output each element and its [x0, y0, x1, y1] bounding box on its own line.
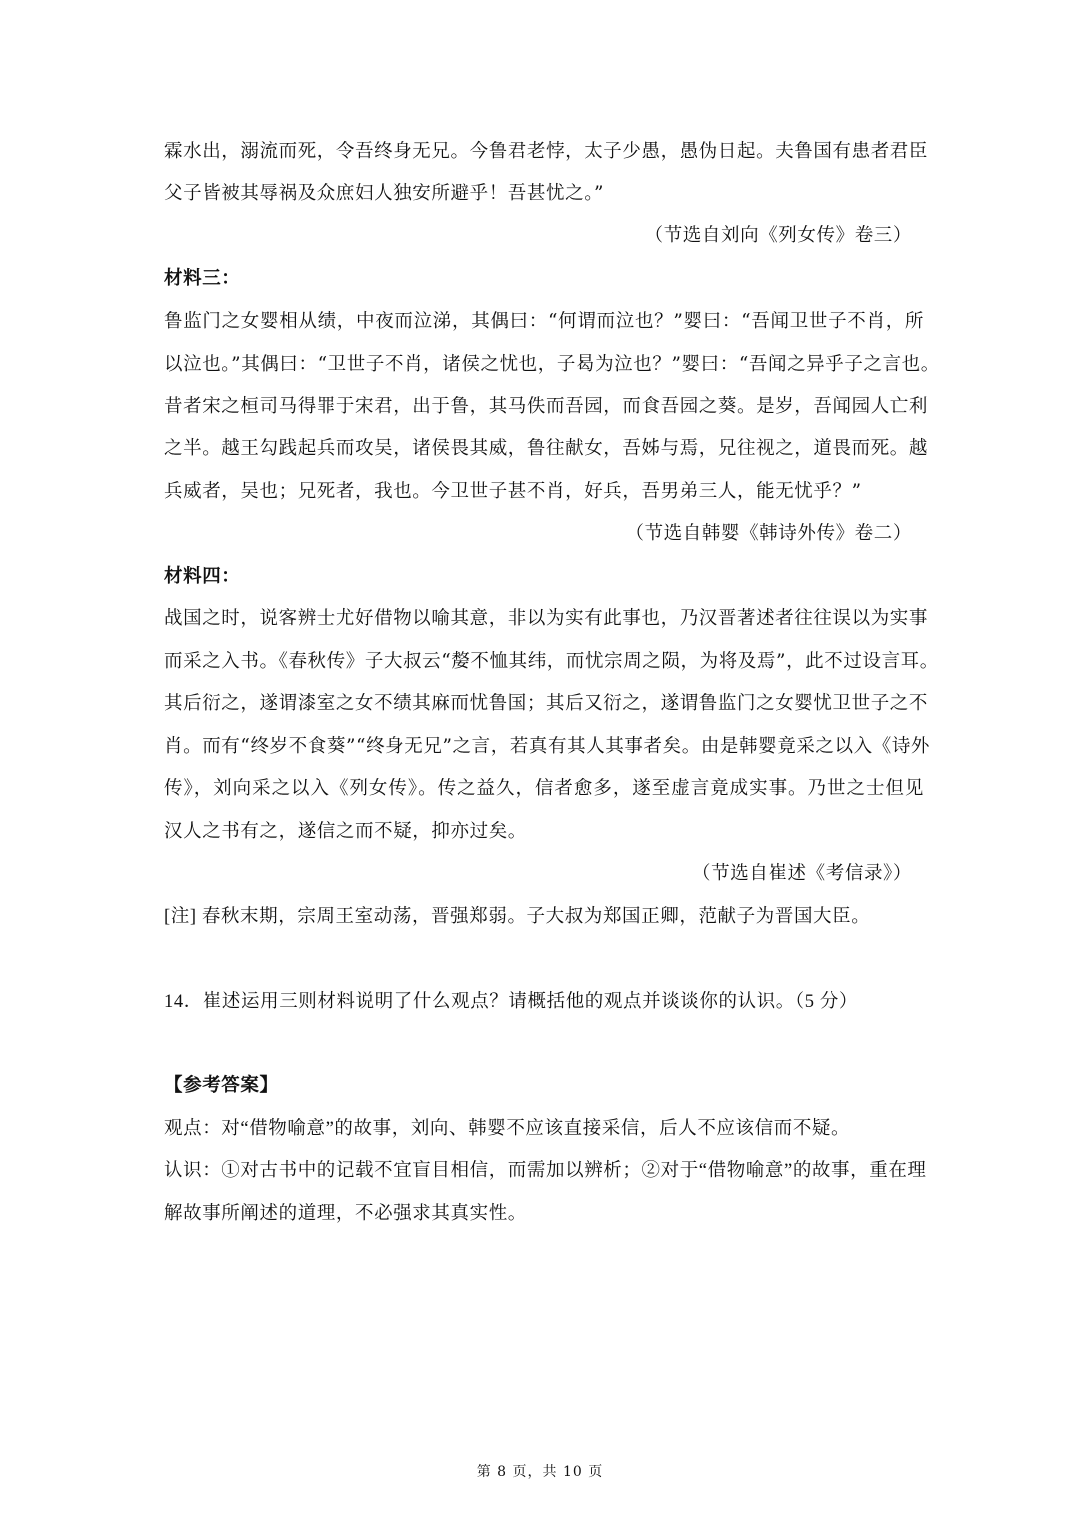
material4-line-5: 传》，刘向采之以入《列女传》。传之益久，信者愈多，遂至虚言竟成实事。乃世之士但见 [164, 778, 924, 799]
material4-line-6: 汉人之书有之，遂信之而不疑，抑亦过矣。 [164, 821, 527, 842]
material2-source: （节选自刘向《列女传》卷三） [644, 225, 912, 246]
material2-line-1: 霖水出，溺流而死，令吾终身无兄。今鲁君老悖，太子少愚，愚伪日起。夫鲁国有患者君臣 [164, 141, 929, 162]
material3-line-4: 之半。越王勾践起兵而攻吴，诸侯畏其威，鲁往献女，吾姊与焉，兄往视之，道畏而死。越 [164, 438, 929, 459]
material4-heading: 材料四： [164, 566, 241, 587]
answer-line-2: 认识：①对古书中的记载不宜盲目相信，而需加以辨析；②对于“借物喻意”的故事，重在理 [164, 1161, 927, 1181]
material2-line-2: 父子皆被其辱祸及众庶妇人独安所避乎！吾甚忧之。” [164, 183, 605, 204]
material3-heading: 材料三： [164, 268, 241, 289]
material3-line-3: 昔者宋之桓司马得罪于宋君，出于鲁，其马佚而吾园，而食吾园之葵。是岁，吾闻园人亡利 [164, 396, 929, 417]
material4-note: [注] 春秋末期，宗周王室动荡，晋强郑弱。子大叔为郑国正卿，范献子为晋国大臣。 [164, 907, 871, 927]
material3-line-5: 兵威者，吴也；兄死者，我也。今卫世子甚不肖，好兵，吾男弟三人，能无忧乎？” [164, 481, 862, 502]
answer-line-1: 观点：对“借物喻意”的故事，刘向、韩婴不应该直接采信，后人不应该信而不疑。 [164, 1119, 851, 1139]
page-number-footer: 第 8 页，共 10 页 [476, 1464, 604, 1480]
question-14: 14．崔述运用三则材料说明了什么观点？请概括他的观点并谈谈你的认识。（5 分） [164, 992, 859, 1012]
material4-line-3: 其后衍之，遂谓漆室之女不绩其麻而忧鲁国；其后又衍之，遂谓鲁监门之女婴忧卫世子之不 [164, 693, 929, 714]
answer-heading: 【参考答案】 [164, 1076, 279, 1096]
answer-line-3: 解故事所阐述的道理，不必强求其真实性。 [164, 1204, 527, 1224]
material3-source: （节选自韩婴《韩诗外传》卷二） [625, 523, 912, 544]
material4-line-4: 肖。而有“终岁不食葵”“终身无兄”之言，若真有其人其事者矣。由是韩婴竟采之以入《诗外 [164, 736, 931, 757]
material4-line-1: 战国之时，说客辨士尤好借物以喻其意，非以为实有此事也，乃汉晋著述者往往误以为实事 [164, 608, 929, 629]
material3-line-2: 以泣也。”其偶曰：“卫世子不肖，诸侯之忧也，子曷为泣也？”婴曰：“吾闻之异乎子之言也。 [164, 354, 940, 375]
material4-source: （节选自崔述《考信录》） [692, 863, 912, 884]
material4-line-2: 而采之入书。《春秋传》子大叔云“嫠不恤其纬，而忧宗周之陨，为将及焉”，此不过设言耳。 [164, 651, 939, 672]
material3-line-1: 鲁监门之女婴相从绩，中夜而泣涕，其偶曰：“何谓而泣也？”婴曰：“吾闻卫世子不肖，所 [164, 311, 924, 332]
